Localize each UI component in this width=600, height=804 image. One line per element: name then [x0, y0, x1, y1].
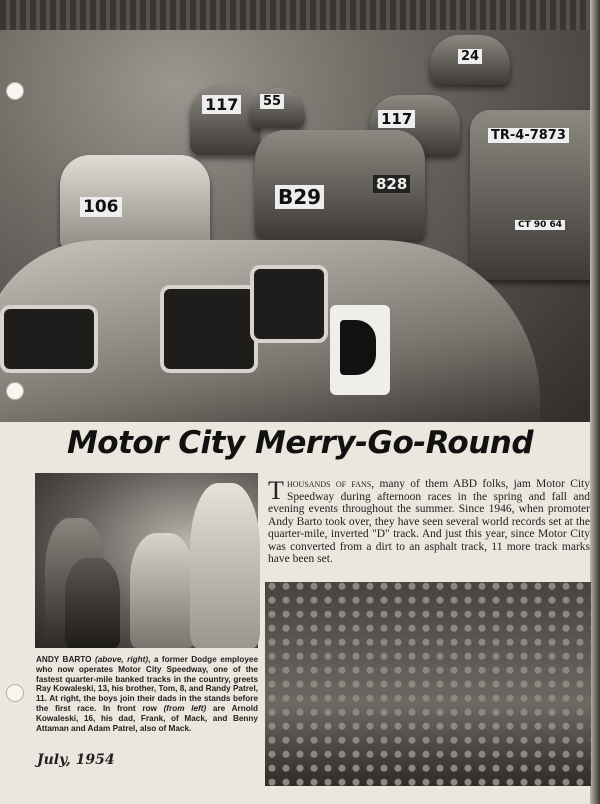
page-title: Motor City Merry-Go-Round [66, 425, 534, 461]
lead-in: housands of fans, [287, 478, 375, 490]
caption-aside: (from left) [163, 703, 207, 713]
car-number: TR-4-7873 [488, 128, 569, 143]
caption-aside: (above, right) [94, 655, 149, 664]
article-text: many of them ABD folks, jam Motor City Speedway during afternoon races in the spring and fall and evening events throughout the summer. Since 1946, when promoter Andy Barto took over, they have seen several world records set at the quarter-mile, inverted "D" track. And just this year, since Motor City was converted from a dirt to an asphalt track, 11 more track marks have been set. [268, 478, 591, 565]
car [430, 35, 510, 85]
andy-barto-photo [35, 473, 258, 648]
car [470, 110, 592, 280]
binder-hole [6, 82, 24, 100]
stands-crowd-photo [265, 582, 591, 786]
caption-name: ANDY BARTO [36, 655, 92, 664]
page-edge [590, 0, 600, 804]
foreground-car [0, 240, 540, 422]
car-number: 117 [378, 110, 415, 128]
car-number: 828 [373, 175, 410, 193]
car [60, 155, 210, 250]
photo-caption [36, 655, 258, 733]
car-number: B29 [275, 185, 324, 209]
car-number: 117 [202, 95, 241, 114]
car [255, 130, 425, 240]
car [250, 88, 305, 128]
binder-hole [6, 684, 24, 702]
license-plate: CT 90 64 [515, 220, 565, 230]
binder-hole [6, 382, 24, 400]
d-emblem [330, 305, 390, 395]
caption-text: are Arnold Kowaleski, 16, his dad, Frank, of Mack, and Benny Attaman and Adam Patrel, also of Mack. [36, 703, 258, 733]
car-number: 24 [458, 49, 482, 64]
car-number: 55 [260, 94, 284, 109]
article-body [268, 478, 590, 566]
issue-date: July, 1954 [37, 752, 115, 768]
caption-text: , a former Dodge employee who now operates Motor City Speedway, one of the fastest quarter-mile banked tracks in the country, greets Ray Kowaleski, 13, his brother, Tom, 8, and Randy Patrel, 11. At right, the boys join their dads in the stands before the first race. In front row [36, 655, 258, 713]
grandstand [0, 0, 592, 30]
drop-cap: T [268, 478, 284, 503]
car-number: 106 [80, 197, 122, 217]
